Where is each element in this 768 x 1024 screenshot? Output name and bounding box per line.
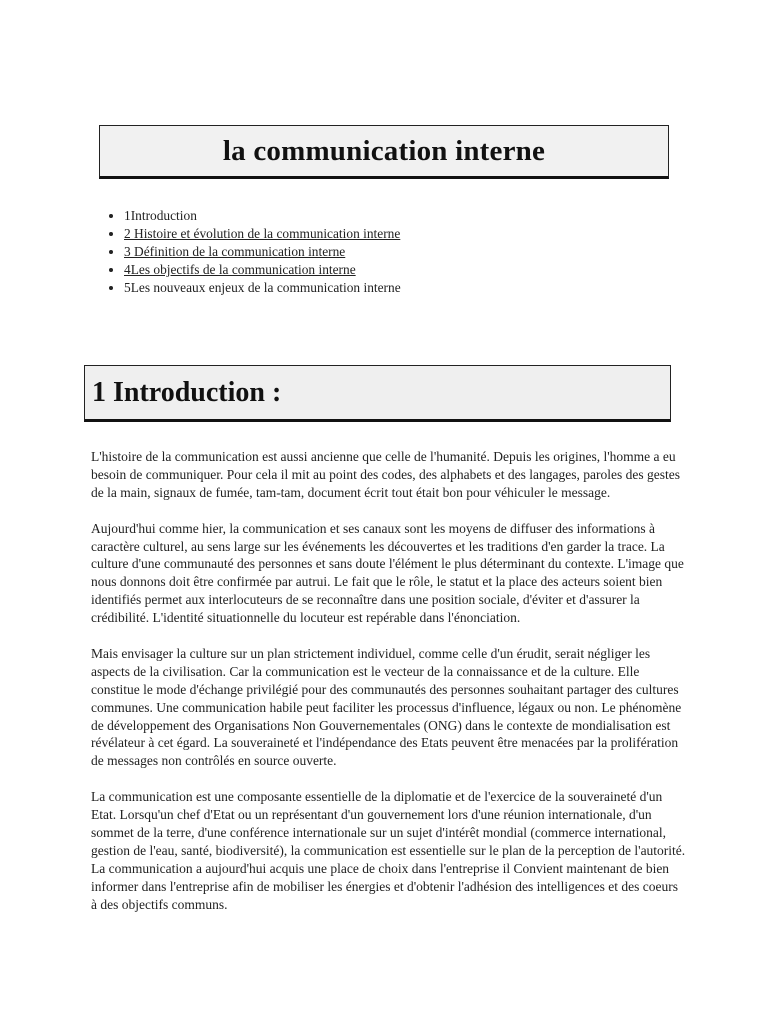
table-of-contents [100, 207, 401, 297]
toc-item-introduction [124, 207, 401, 225]
paragraph: L'histoire de la communication est aussi ancienne que celle de l'humanité. Depuis les origines, l'homme a eu besoin de communiquer. Pour cela il mit au point des codes, des alphabets et des langages, paroles des gestes de la main, signaux de fumée, tam-tam, document écrit tout était bon pour véhiculer le message. [91, 449, 680, 500]
section-heading: 1 Introduction : [92, 376, 282, 408]
paragraph: Aujourd'hui comme hier, la communication et ses canaux sont les moyens de diffuser des informations à caractère culturel, au sens large sur les événements les découvertes et les traditions d'en garder la trace. La culture d'une communauté des personnes et sans doute l'élément le plus déterminant du contexte. L'image que nous donnons doit être confirmée par autrui. Le fait que le rôle, le statut et la place des acteurs soient bien identifiés permet aux interlocuteurs de se reconnaître dans une position sociale, d'éviter et d'assurer la crédibilité. L'identité situationnelle du locuteur est repérable dans l'énonciation. [91, 520, 684, 626]
toc-link-definition[interactable]: 3 Définition de la communication interne [124, 244, 346, 259]
toc-item-histoire[interactable] [124, 225, 401, 243]
paragraph: La communication est une composante essentielle de la diplomatie et de l'exercice de la souveraineté d'un Etat. Lorsqu'un chef d'Etat ou un représentant d'un gouvernement lors d'une réunion internationale, d'un sommet de la terre, d'une conférence internationale sur un sujet d'intérêt mondial (commerce international, gestion de l'eau, santé, biodiversité), la communication est essentielle sur le plan de la perception de l'autorité. La communication a aujourd'hui acquis une place de choix dans l'entreprise il Convient maintenant de bien informer dans l'entreprise afin de mobiliser les énergies et d'obtenir l'adhésion des intelligences et des coeurs à des objectifs communs. [91, 789, 686, 912]
section-heading-box [84, 365, 671, 422]
paragraph: Mais envisager la culture sur un plan strictement individuel, comme celle d'un érudit, serait négliger les aspects de la civilisation. Car la communication est le vecteur de la connaissance et de la culture. Elle constitue le mode d'échange privilégié pour des communautés des personnes souhaitant partager des cultures communes. Une communication habile peut faciliter les processus d'influence, légaux ou non. Le phénomène de développement des Organisations Non Gouvernementales (ONG) dans le contexte de mondialisation est révélateur à cet égard. La souveraineté et l'indépendance des Etats peuvent être menacées par la prolifération de messages non contrôlés en source ouverte. [91, 645, 682, 769]
toc-item-label: 5Les nouveaux enjeux de la communication interne [124, 280, 401, 295]
toc-item-definition[interactable] [124, 243, 401, 261]
section-body [91, 448, 687, 931]
toc-link-objectifs[interactable]: 4Les objectifs de la communication interne [124, 262, 356, 277]
toc-item-enjeux [124, 279, 401, 297]
document-title: la communication interne [222, 134, 546, 167]
toc-item-objectifs[interactable] [124, 261, 401, 279]
toc-item-label: 1Introduction [124, 208, 197, 223]
toc-link-histoire[interactable]: 2 Histoire et évolution de la communication interne [124, 226, 401, 241]
document-title-box [99, 125, 669, 179]
